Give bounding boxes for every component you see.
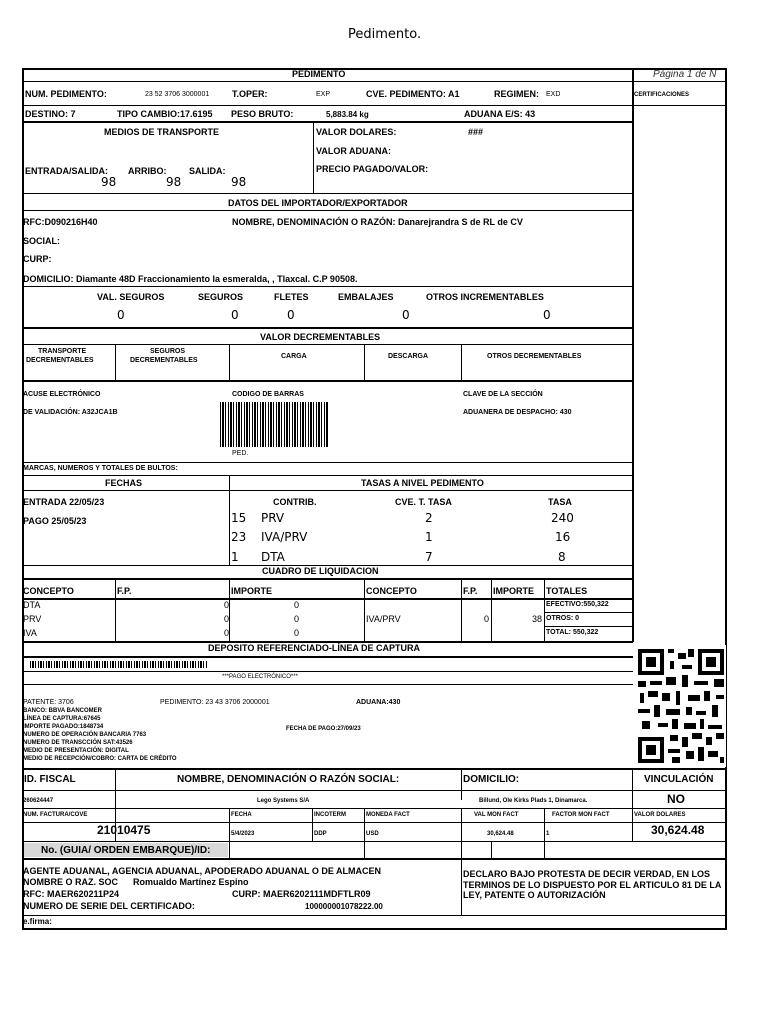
agente-rfc: RFC: MAER620211P24 — [23, 889, 120, 899]
salida-label: SALIDA: — [189, 166, 226, 176]
regimen-value: EXD — [546, 91, 561, 98]
liq-concepto2-value: IVA/PRV — [366, 614, 401, 624]
liquidacion-title: CUADRO DE LIQUIDACION — [262, 566, 379, 576]
precio-pagado-label: PRECIO PAGADO/VALOR: — [316, 164, 429, 174]
transporte-decrementables-1: TRANSPORTE — [38, 348, 87, 355]
salida-value: 98 — [231, 175, 247, 189]
incoterm-header: INCOTERM — [314, 812, 346, 818]
codigo-barras-label: CODIGO DE BARRAS — [232, 391, 304, 398]
domicilio-proveedor-value: Billund, Ole Kirks Plads 1, Dinamarca. — [479, 798, 588, 804]
liq-totales-header: TOTALES — [546, 586, 588, 596]
document-title: Pedimento. — [348, 27, 422, 42]
page-number: Página 1 de N — [653, 69, 717, 80]
liq-row-concepto: PRV — [23, 614, 42, 624]
id-fiscal-header: ID. FISCAL — [24, 774, 76, 785]
declaro-line: DECLARO BAJO PROTESTA DE DECIR VERDAD, EN LOS — [463, 869, 711, 879]
fecha-header: FECHA — [231, 812, 252, 818]
tasa-row-contrib: DTA — [261, 550, 285, 564]
seguros-value: 0 — [231, 308, 239, 322]
nombre-proveedor-header: NOMBRE, DENOMINACIÓN O RAZÓN SOCIAL: — [177, 774, 400, 785]
arribo-label: ARRIBO: — [128, 166, 167, 176]
valmon-value: 30,624.48 — [487, 831, 514, 837]
acuse-validacion: DE VALIDACIÓN: A32JCA1B — [23, 409, 118, 416]
tipo-cambio: TIPO CAMBIO:17.6195 — [117, 109, 213, 119]
valor-dolares-value: 30,624.48 — [651, 823, 705, 837]
liq-importe-header: IMPORTE — [231, 586, 273, 596]
nombre-proveedor-value: Lego Systems S/A — [257, 798, 310, 804]
fechas-title: FECHAS — [105, 478, 143, 488]
valor-dolares-header: VALOR DOLARES — [634, 812, 686, 818]
toper-value: EXP — [316, 91, 331, 98]
valmon-header: VAL MON FACT — [474, 812, 519, 818]
total-total: TOTAL: 550,322 — [546, 629, 599, 636]
clave-seccion-2: ADUANERA DE DESPACHO: 430 — [463, 409, 572, 416]
total-otros: OTROS: 0 — [546, 615, 580, 622]
otros-incrementables-value: 0 — [543, 308, 551, 322]
tasa-row-cve: 7 — [425, 550, 433, 564]
tasa-row-contrib: PRV — [261, 511, 285, 525]
acuse-label: ACUSE ELECTRÓNICO — [23, 391, 101, 398]
aduana-es: ADUANA E/S: 43 — [464, 109, 536, 119]
num-pedimento-label: NUM. PEDIMENTO: — [25, 89, 107, 99]
factor-value: 1 — [546, 831, 550, 837]
otros-decrementables-label: OTROS DECREMENTABLES — [487, 353, 582, 360]
tasa-header: TASA — [548, 497, 572, 507]
moneda-header: MONEDA FACT — [366, 812, 410, 818]
dep-line: MEDIO DE RECEPCIÓN/COBRO: CARTA DE CRÉDITO — [23, 756, 177, 762]
liq-row-fp: 0 — [224, 614, 230, 624]
fecha-entrada: ENTRADA 22/05/23 — [23, 497, 105, 507]
toper-label: T.OPER: — [232, 89, 268, 99]
dep-line: IMPORTE PAGADO:1848734 — [23, 724, 104, 730]
liq-row-importe: 0 — [294, 614, 300, 624]
val-seguros-value: 0 — [117, 308, 125, 322]
marcas-label: MARCAS, NUMEROS Y TOTALES DE BULTOS: — [23, 465, 178, 472]
efirma-label: e.firma: — [23, 917, 52, 926]
valor-dolares-value: ### — [468, 127, 484, 137]
dep-line: BANCO: BBVA BANCOMER — [23, 708, 102, 714]
descarga-label: DESCARGA — [388, 353, 429, 360]
tasa-row-contrib: IVA/PRV — [261, 530, 308, 544]
liq-row-fp: 0 — [224, 600, 230, 610]
dep-line: NUMERO DE TRANSCCIÓN SAT:43526 — [23, 740, 133, 746]
dep-pedimento: PEDIMENTO: 23 43 3706 2000001 — [160, 699, 270, 706]
arribo-value: 98 — [166, 175, 182, 189]
incoterm-value: DDP — [314, 831, 327, 837]
vinculacion-header: VINCULACIÓN — [644, 774, 714, 785]
regimen-label: REGIMEN: — [494, 89, 539, 99]
importador-nombre: NOMBRE, DENOMINACIÓN O RAZÓN: Danarejrandra S de RL de CV — [232, 217, 523, 227]
dep-line: NUMERO DE OPERACIÓN BANCARIA 7763 — [23, 732, 147, 738]
tasas-title: TASAS A NIVEL PEDIMENTO — [361, 478, 484, 488]
deposito-title: DEPOSITO REFERENCIADO-LÍNEA DE CAPTURA — [208, 643, 421, 653]
declaro-line: TERMINOS DE LO DISPUESTO POR EL ARTICULO 81 DE LA — [463, 880, 722, 890]
domicilio-proveedor-header: DOMICILIO: — [463, 774, 520, 785]
valor-aduana-label: VALOR ADUANA: — [316, 146, 391, 156]
importador-curp: CURP: — [23, 254, 52, 264]
tasa-row-contrib-num: 23 — [231, 530, 247, 544]
agente-nombre-value: Romualdo Martínez Espino — [133, 877, 249, 887]
tasa-row-contrib-num: 15 — [231, 511, 247, 525]
tasa-row-cve: 1 — [425, 530, 433, 544]
carga-label: CARGA — [281, 353, 307, 360]
importador-domicilio: DOMICILIO: Diamante 48D Fraccionamiento la esmeralda, , Tlaxcal. C.P 90508. — [23, 274, 358, 284]
transporte-title: MEDIOS DE TRANSPORTE — [104, 127, 220, 137]
ped-label: PED. — [232, 450, 249, 457]
tasa-row-tasa: 8 — [558, 550, 566, 564]
importador-title: DATOS DEL IMPORTADOR/EXPORTADOR — [228, 198, 408, 208]
liq-fp-header: F.P. — [117, 586, 132, 596]
barcode — [220, 402, 328, 447]
declaro-line: LEY, PATENTE O AUTORIZACIÓN — [463, 890, 606, 900]
dep-aduana: ADUANA:430 — [356, 699, 401, 706]
clave-seccion-1: CLAVE DE LA SECCIÓN — [463, 391, 543, 398]
agente-serie-label: NUMERO DE SERIE DEL CERTIFICADO: — [23, 901, 195, 911]
liq-row-importe: 0 — [294, 628, 300, 638]
entrada-salida-value: 98 — [101, 175, 117, 189]
num-pedimento-value: 23 52 3706 3000001 — [145, 91, 210, 98]
tasa-row-tasa: 240 — [551, 511, 574, 525]
agente-curp: CURP: MAER6202111MDFTLR09 — [232, 889, 371, 899]
liq-concepto-header: CONCEPTO — [23, 586, 74, 596]
contrib-header: CONTRIB. — [273, 497, 317, 507]
cve-pedimento: CVE. PEDIMENTO: A1 — [366, 89, 460, 99]
transporte-decrementables-2: DECREMENTABLES — [26, 357, 94, 364]
peso-bruto-value: 5,883.84 kg — [326, 110, 369, 119]
fecha-value: 5/4/2023 — [231, 831, 255, 837]
valor-dolares-label: VALOR DOLARES: — [316, 127, 397, 137]
id-fiscal-value: 260624447 — [23, 798, 54, 804]
linea-captura-barcode — [30, 661, 208, 668]
val-seguros-label: VAL. SEGUROS — [97, 292, 165, 302]
liq-row-concepto: IVA — [23, 628, 37, 638]
liq-row-fp: 0 — [224, 628, 230, 638]
fletes-label: FLETES — [274, 292, 309, 302]
embalajes-label: EMBALAJES — [338, 292, 394, 302]
fletes-value: 0 — [287, 308, 295, 322]
qr-code — [636, 645, 726, 767]
liq-importe2-header: IMPORTE — [493, 586, 535, 596]
peso-bruto-label: PESO BRUTO: — [231, 109, 294, 119]
liq-row-importe: 0 — [294, 600, 300, 610]
form-title: PEDIMENTO — [292, 69, 346, 79]
importador-social: SOCIAL: — [23, 236, 60, 246]
dep-fecha-pago: FECHA DE PAGO:27/09/23 — [286, 726, 361, 732]
liq-concepto2-header: CONCEPTO — [366, 586, 417, 596]
dep-line: LÍNEA DE CAPTURA:67645 — [23, 716, 101, 722]
embalajes-value: 0 — [402, 308, 410, 322]
factor-header: FACTOR MON FACT — [552, 812, 610, 818]
vinculacion-value: NO — [667, 792, 685, 806]
pago-electronico: ***PAGO ELECTRÓNICO*** — [222, 674, 298, 680]
fecha-pago: PAGO 25/05/23 — [23, 516, 87, 526]
cve-tasa-header: CVE. T. TASA — [395, 497, 452, 507]
agente-serie-value: 100000001078222.00 — [305, 902, 383, 911]
dep-line: MEDIO DE PRESENTACIÓN: DIGITAL — [23, 748, 129, 754]
certificaciones-label: CERTIFICACIONES — [634, 92, 690, 98]
importador-rfc: RFC:D090216H40 — [23, 217, 98, 227]
moneda-value: USD — [366, 831, 379, 837]
seguros-label: SEGUROS — [198, 292, 244, 302]
tasa-row-tasa: 16 — [555, 530, 571, 544]
agente-nombre-label: NOMBRE O RAZ. SOC — [23, 877, 119, 887]
tasa-row-cve: 2 — [425, 511, 433, 525]
dep-patente: PATENTE: 3706 — [23, 699, 74, 706]
liq-row-concepto: DTA — [23, 600, 41, 610]
decrementables-title: VALOR DECREMENTABLES — [260, 332, 381, 342]
total-efectivo: EFECTIVO:550,322 — [546, 601, 609, 608]
guia-label: No. (GUIA/ ORDEN EMBARQUE)/ID: — [41, 845, 211, 856]
seguros-decrementables-1: SEGUROS — [150, 348, 186, 355]
entrada-salida-label: ENTRADA/SALIDA: — [25, 166, 108, 176]
factura-value: 21010475 — [97, 823, 151, 837]
tasa-row-contrib-num: 1 — [231, 550, 239, 564]
agente-l1: AGENTE ADUANAL, AGENCIA ADUANAL, APODERADO ADUANAL O DE ALMACEN — [23, 866, 381, 876]
seguros-decrementables-2: DECREMENTABLES — [130, 357, 198, 364]
liq-fp2-header: F.P. — [463, 586, 478, 596]
otros-incrementables-label: OTROS INCREMENTABLES — [426, 292, 544, 302]
liq-fp2-value: 0 — [484, 614, 490, 624]
factura-header: NUM. FACTURA/COVE — [23, 812, 88, 818]
destino: DESTINO: 7 — [25, 109, 76, 119]
liq-importe2-value: 38 — [532, 614, 543, 624]
